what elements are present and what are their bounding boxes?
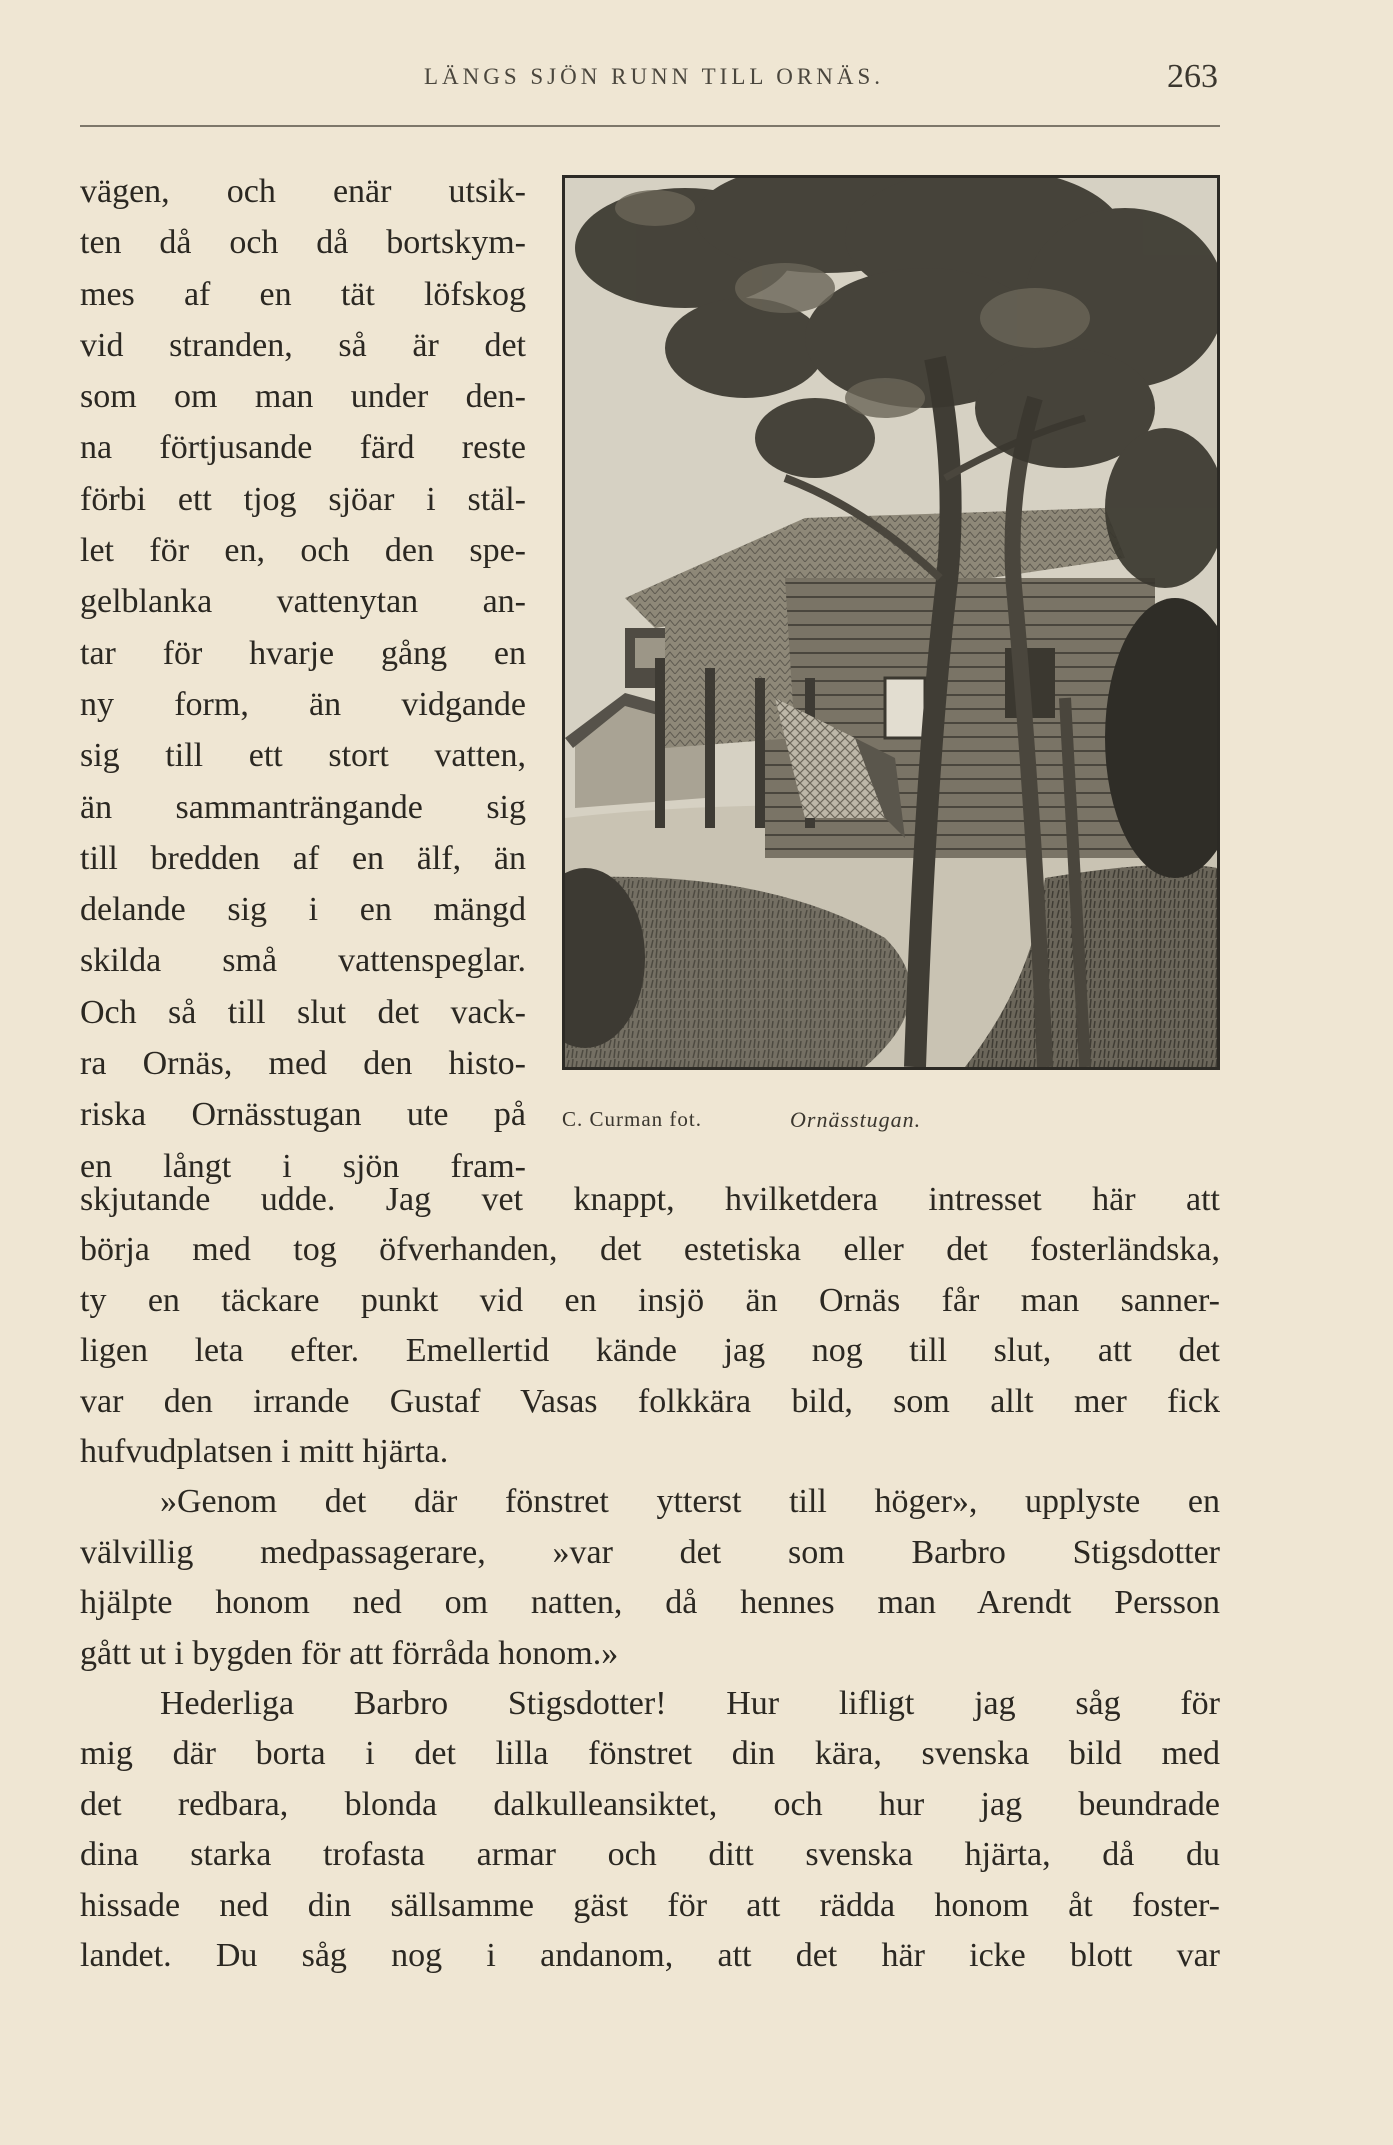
text-line: na förtjusande färd reste (80, 429, 526, 467)
text-line: vid stranden, så är det (80, 326, 526, 364)
text-line: gelblanka vattenytan an- (80, 583, 526, 621)
text-line: det redbara, blonda dalkulleansiktet, och hur jag beundrade (80, 1785, 1220, 1823)
text-line: välvillig medpassagerare, »var det som Barbro Stigsdotter (80, 1533, 1220, 1571)
text-line: hjälpte honom ned om natten, då hennes man Arendt Persson (80, 1584, 1220, 1622)
text-line: delande sig i en mängd (80, 891, 526, 929)
text-line: dina starka trofasta armar och ditt svenska hjärta, då du (80, 1836, 1220, 1874)
text-line: gått ut i bygden för att förråda honom.» (80, 1634, 619, 1672)
running-head: LÄNGS SJÖN RUNN TILL ORNÄS. (423, 64, 885, 89)
text-line: ny form, än vidgande (80, 685, 526, 723)
text-line: ty en täckare punkt vid en insjö än Ornäs får man sanner- (80, 1281, 1220, 1319)
text-line: Och så till slut det vack- (80, 993, 526, 1031)
header-rule (80, 125, 1220, 127)
text-line: skjutande udde. Jag vet knappt, hvilketdera intresset här att (80, 1181, 1220, 1218)
text-line: sig till ett stort vatten, (80, 737, 526, 775)
text-line: ten då och då bortskym- (80, 224, 526, 262)
text-line: en långt i sjön fram- (80, 1147, 526, 1185)
text-line: förbi ett tjog sjöar i stäl- (80, 480, 526, 518)
page-number: 263 (1167, 58, 1218, 95)
text-line: mes af en tät löfskog (80, 275, 526, 313)
body-text-narrow (80, 166, 526, 1192)
photo-credit: C. Curman fot. (562, 1107, 702, 1131)
text-line: skilda små vattenspeglar. (80, 942, 526, 980)
text-line: landet. Du såg nog i andanom, att det här icke blott var (80, 1937, 1220, 1975)
photo-ornasstugan (562, 175, 1220, 1070)
text-line: hissade ned din sällsamme gäst för att rädda honom åt foster- (80, 1886, 1220, 1924)
text-line: börja med tog öfverhanden, det estetiska eller det fosterländska, (80, 1231, 1220, 1269)
text-line: än sammanträngande sig (80, 788, 526, 826)
text-line: ra Ornäs, med den histo- (80, 1045, 526, 1083)
text-line: som om man under den- (80, 378, 526, 416)
text-line: vägen, och enär utsik- (80, 173, 526, 210)
photo-illustration (565, 178, 1217, 1067)
page-header (80, 58, 1228, 124)
body-text-wide (80, 1175, 1220, 1982)
text-line: Hederliga Barbro Stigsdotter! Hur lifligt jag såg för (160, 1685, 1220, 1723)
text-line: hufvudplatsen i mitt hjärta. (80, 1433, 449, 1471)
text-line: mig där borta i det lilla fönstret din kära, svenska bild med (80, 1735, 1220, 1773)
text-line: riska Ornässtugan ute på (80, 1096, 526, 1134)
text-line: ligen leta efter. Emellertid kände jag nog till slut, att det (80, 1332, 1220, 1370)
text-line: tar för hvarje gång en (80, 634, 526, 672)
figure-caption (562, 1107, 1220, 1147)
figure-title: Ornässtugan. (790, 1107, 922, 1132)
text-line: var den irrande Gustaf Vasas folkkära bild, som allt mer fick (80, 1382, 1220, 1420)
text-line: let för en, och den spe- (80, 532, 526, 570)
text-line: »Genom det där fönstret ytterst till höger», upplyste en (160, 1483, 1220, 1521)
text-line: till bredden af en älf, än (80, 839, 526, 877)
